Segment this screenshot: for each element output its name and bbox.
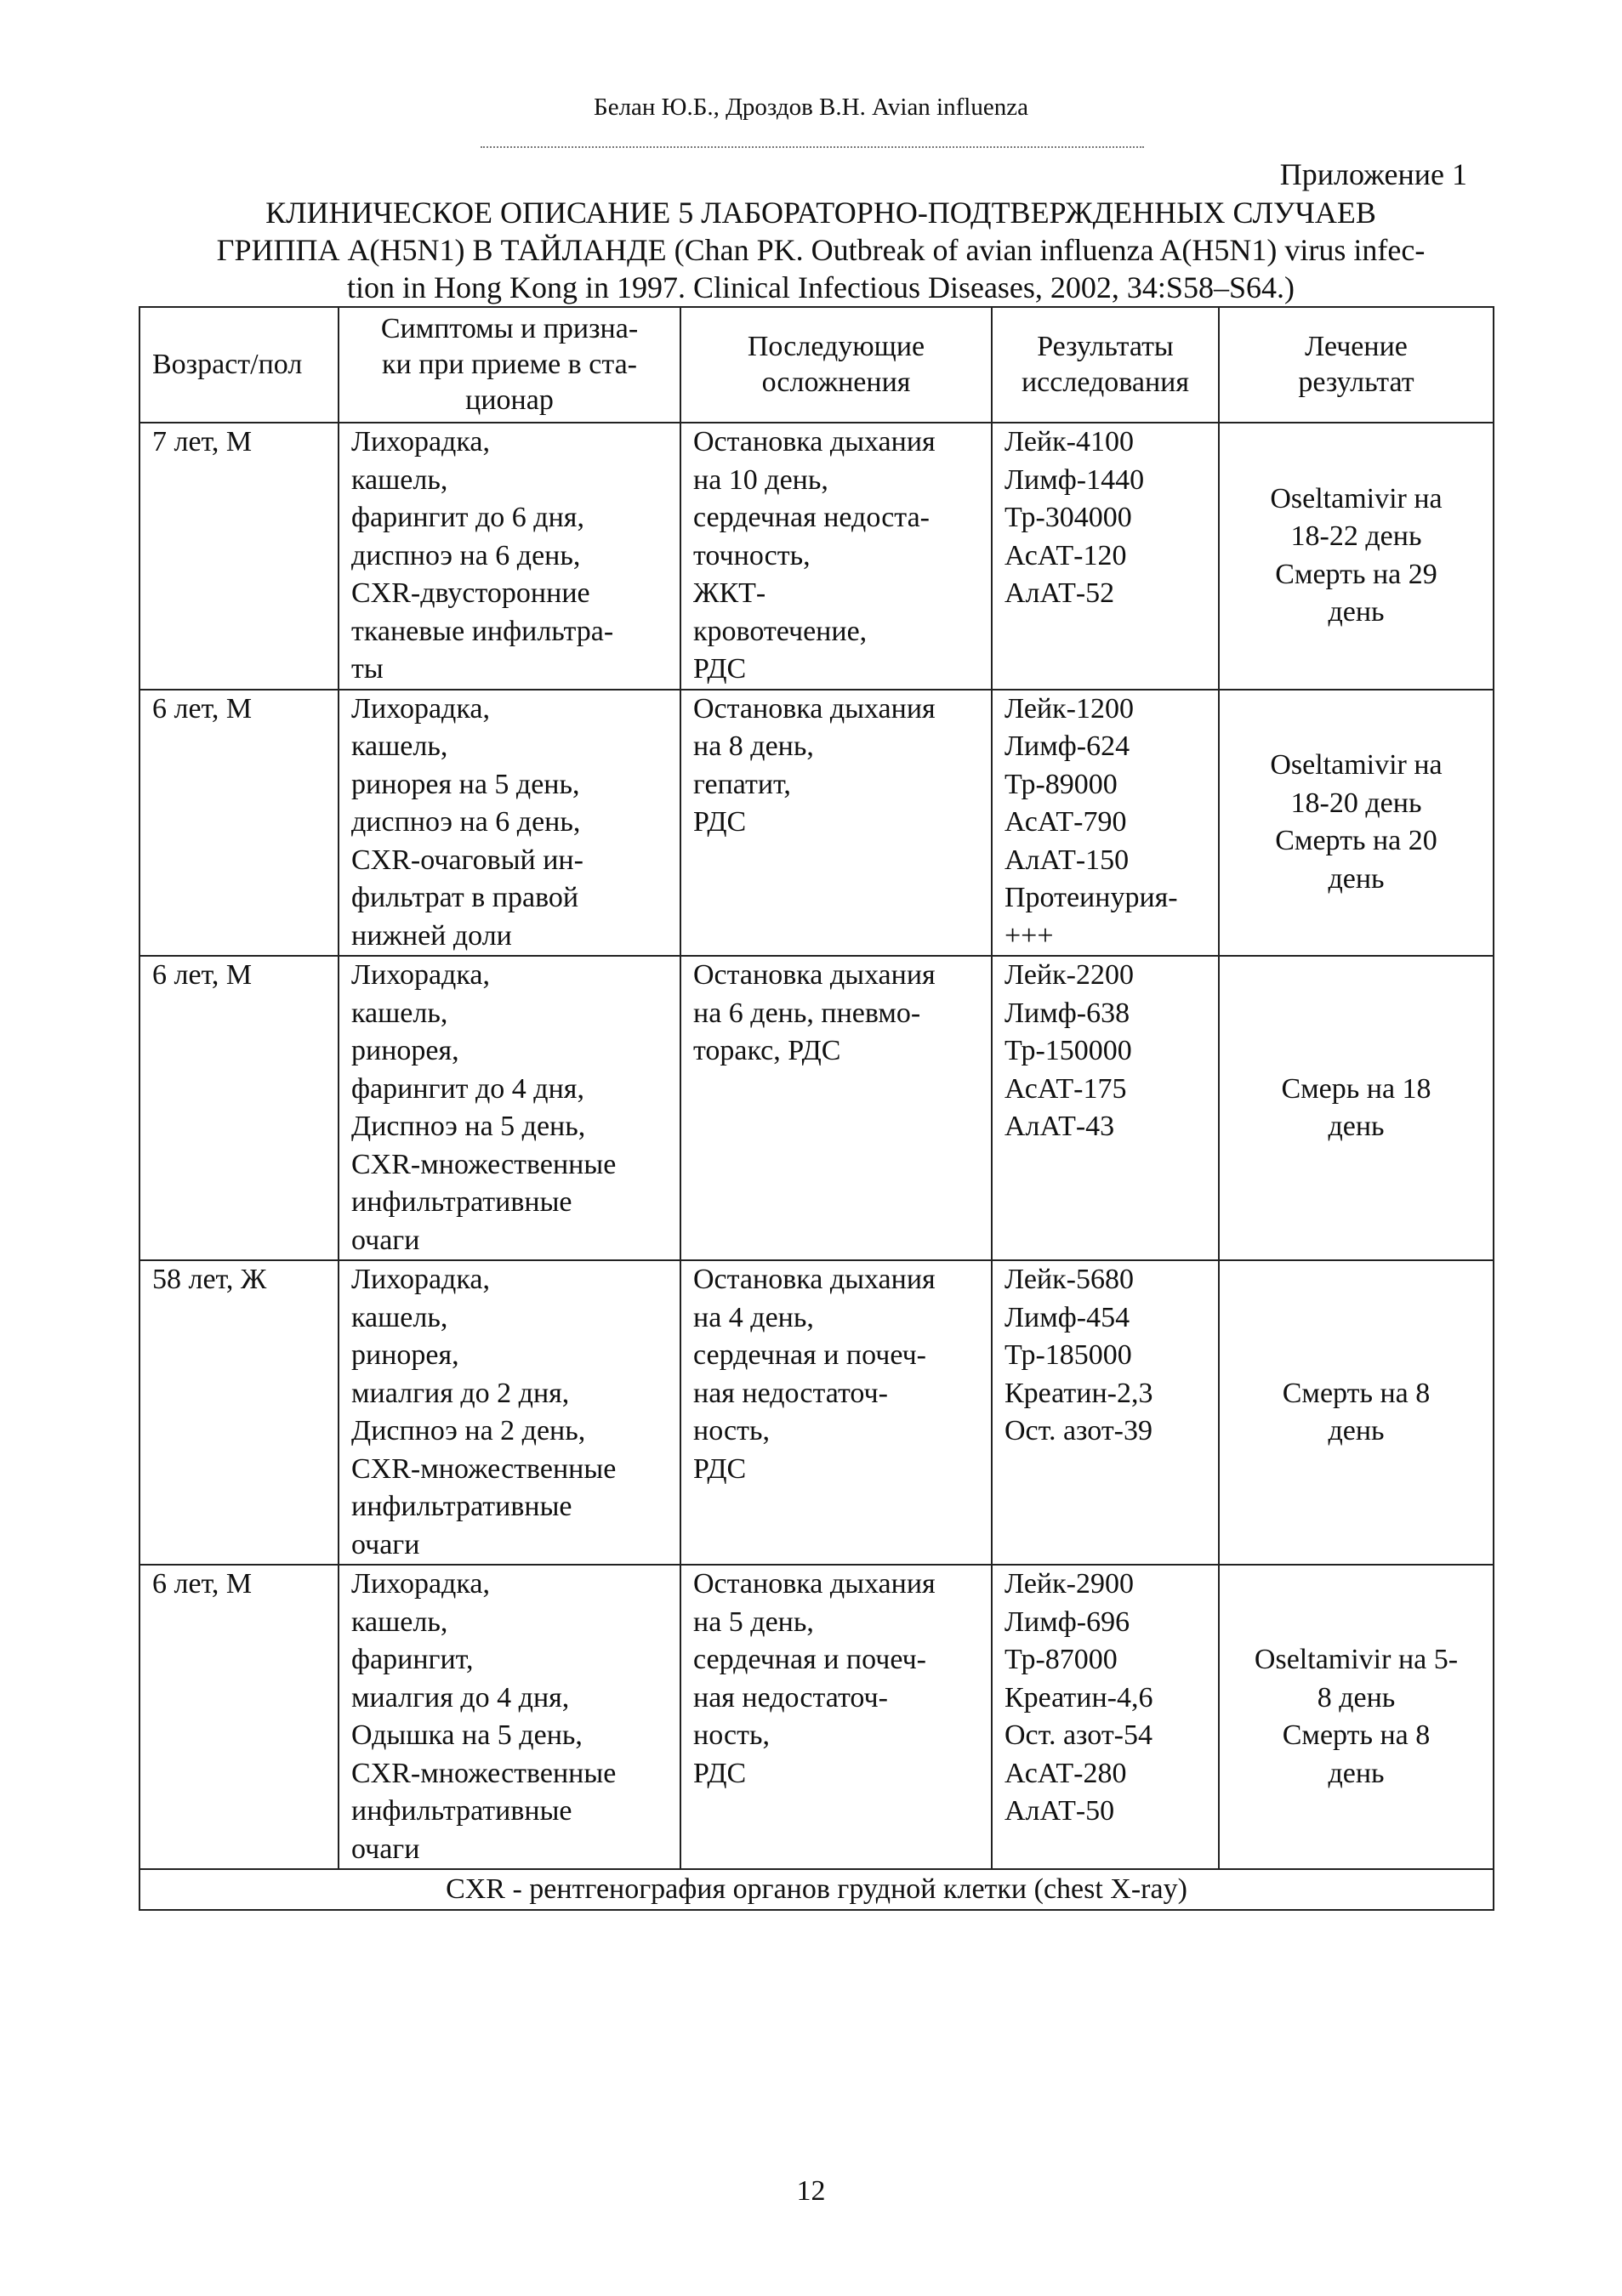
title-line-3: tion in Hong Kong in 1997. Clinical Infectious Diseases, 2002, 34:S58–S64.) [347, 270, 1295, 304]
clinical-cases-table [139, 306, 1494, 1911]
cell-age: 6 лет, М [139, 1565, 339, 1869]
cell-outcome: Oseltamivir на 18-22 день Смерть на 29 день [1219, 423, 1494, 690]
table-footnote-row [139, 1869, 1494, 1910]
cell-outcome: Смерь на 18 день [1219, 956, 1494, 1260]
cell-complications: Остановка дыхания на 10 день, сердечная недоста- точность, ЖКТ- кровотечение, РДС [680, 423, 992, 690]
document-title [149, 194, 1493, 306]
header-treatment: Лечение результат [1219, 307, 1494, 423]
cell-symptoms: Лихорадка, кашель, фарингит до 6 дня, диспноэ на 6 день, CXR-двусторонние тканевые инфильтра- ты [339, 423, 680, 690]
header-age-sex: Возраст/пол [139, 307, 339, 423]
header-rule [481, 146, 1144, 148]
table-row [139, 1565, 1494, 1869]
title-line-2: ГРИППА А(H5N1) В ТАЙЛАНДЕ (Chan PK. Outbreak of avian influenza A(H5N1) virus infec- [216, 233, 1426, 267]
cell-outcome: Oseltamivir на 5- 8 день Смерть на 8 день [1219, 1565, 1494, 1869]
header-symptoms: Симптомы и призна- ки при приеме в ста- ционар [339, 307, 680, 423]
cell-outcome: Смерть на 8 день [1219, 1260, 1494, 1565]
cell-symptoms: Лихорадка, кашель, фарингит, миалгия до 4 дня, Одышка на 5 день, CXR-множественные инфильтративные очаги [339, 1565, 680, 1869]
title-line-1: КЛИНИЧЕСКОЕ ОПИСАНИЕ 5 ЛАБОРАТОРНО-ПОДТВЕРЖДЕННЫХ СЛУЧАЕВ [265, 196, 1376, 230]
appendix-label: Приложение 1 [1279, 157, 1467, 191]
cell-age: 6 лет, М [139, 956, 339, 1260]
table-row [139, 423, 1494, 690]
cell-symptoms: Лихорадка, кашель, ринорея, миалгия до 2 дня, Диспноэ на 2 день, CXR-множественные инфильтративные очаги [339, 1260, 680, 1565]
cell-results: Лейк-1200 Лимф-624 Тр-89000 АсАТ-790 АлАТ-150 Протеинурия- +++ [992, 690, 1219, 957]
header-complications: Последующие осложнения [680, 307, 992, 423]
cell-age: 58 лет, Ж [139, 1260, 339, 1565]
cell-complications: Остановка дыхания на 5 день, сердечная и почеч- ная недостаточ- ность, РДС [680, 1565, 992, 1869]
cell-outcome: Oseltamivir на 18-20 день Смерть на 20 день [1219, 690, 1494, 957]
cell-complications: Остановка дыхания на 4 день, сердечная и почеч- ная недостаточ- ность, РДС [680, 1260, 992, 1565]
cell-symptoms: Лихорадка, кашель, ринорея, фарингит до 4 дня, Диспноэ на 5 день, CXR-множественные инфильтративные очаги [339, 956, 680, 1260]
cell-results: Лейк-2200 Лимф-638 Тр-150000 АсАТ-175 АлАТ-43 [992, 956, 1219, 1260]
cell-age: 6 лет, М [139, 690, 339, 957]
cell-results: Лейк-4100 Лимф-1440 Тр-304000 АсАТ-120 АлАТ-52 [992, 423, 1219, 690]
table-row [139, 690, 1494, 957]
cell-results: Лейк-5680 Лимф-454 Тр-185000 Креатин-2,3 Ост. азот-39 [992, 1260, 1219, 1565]
cell-age: 7 лет, М [139, 423, 339, 690]
header-results: Результаты исследования [992, 307, 1219, 423]
cell-results: Лейк-2900 Лимф-696 Тр-87000 Креатин-4,6 Ост. азот-54 АсАТ-280 АлАТ-50 [992, 1565, 1219, 1869]
page-number: 12 [796, 2175, 826, 2207]
table-row [139, 956, 1494, 1260]
table-footnote: CXR - рентгенография органов грудной клетки (chest X-ray) [139, 1869, 1494, 1910]
table-row [139, 1260, 1494, 1565]
running-header: Белан Ю.Б., Дроздов В.Н. Avian influenza [594, 94, 1028, 121]
cell-complications: Остановка дыхания на 8 день, гепатит, РДС [680, 690, 992, 957]
table-header-row [139, 307, 1494, 423]
cell-complications: Остановка дыхания на 6 день, пневмо- торакс, РДС [680, 956, 992, 1260]
cell-symptoms: Лихорадка, кашель, ринорея на 5 день, диспноэ на 6 день, CXR-очаговый ин- фильтрат в правой нижней доли [339, 690, 680, 957]
